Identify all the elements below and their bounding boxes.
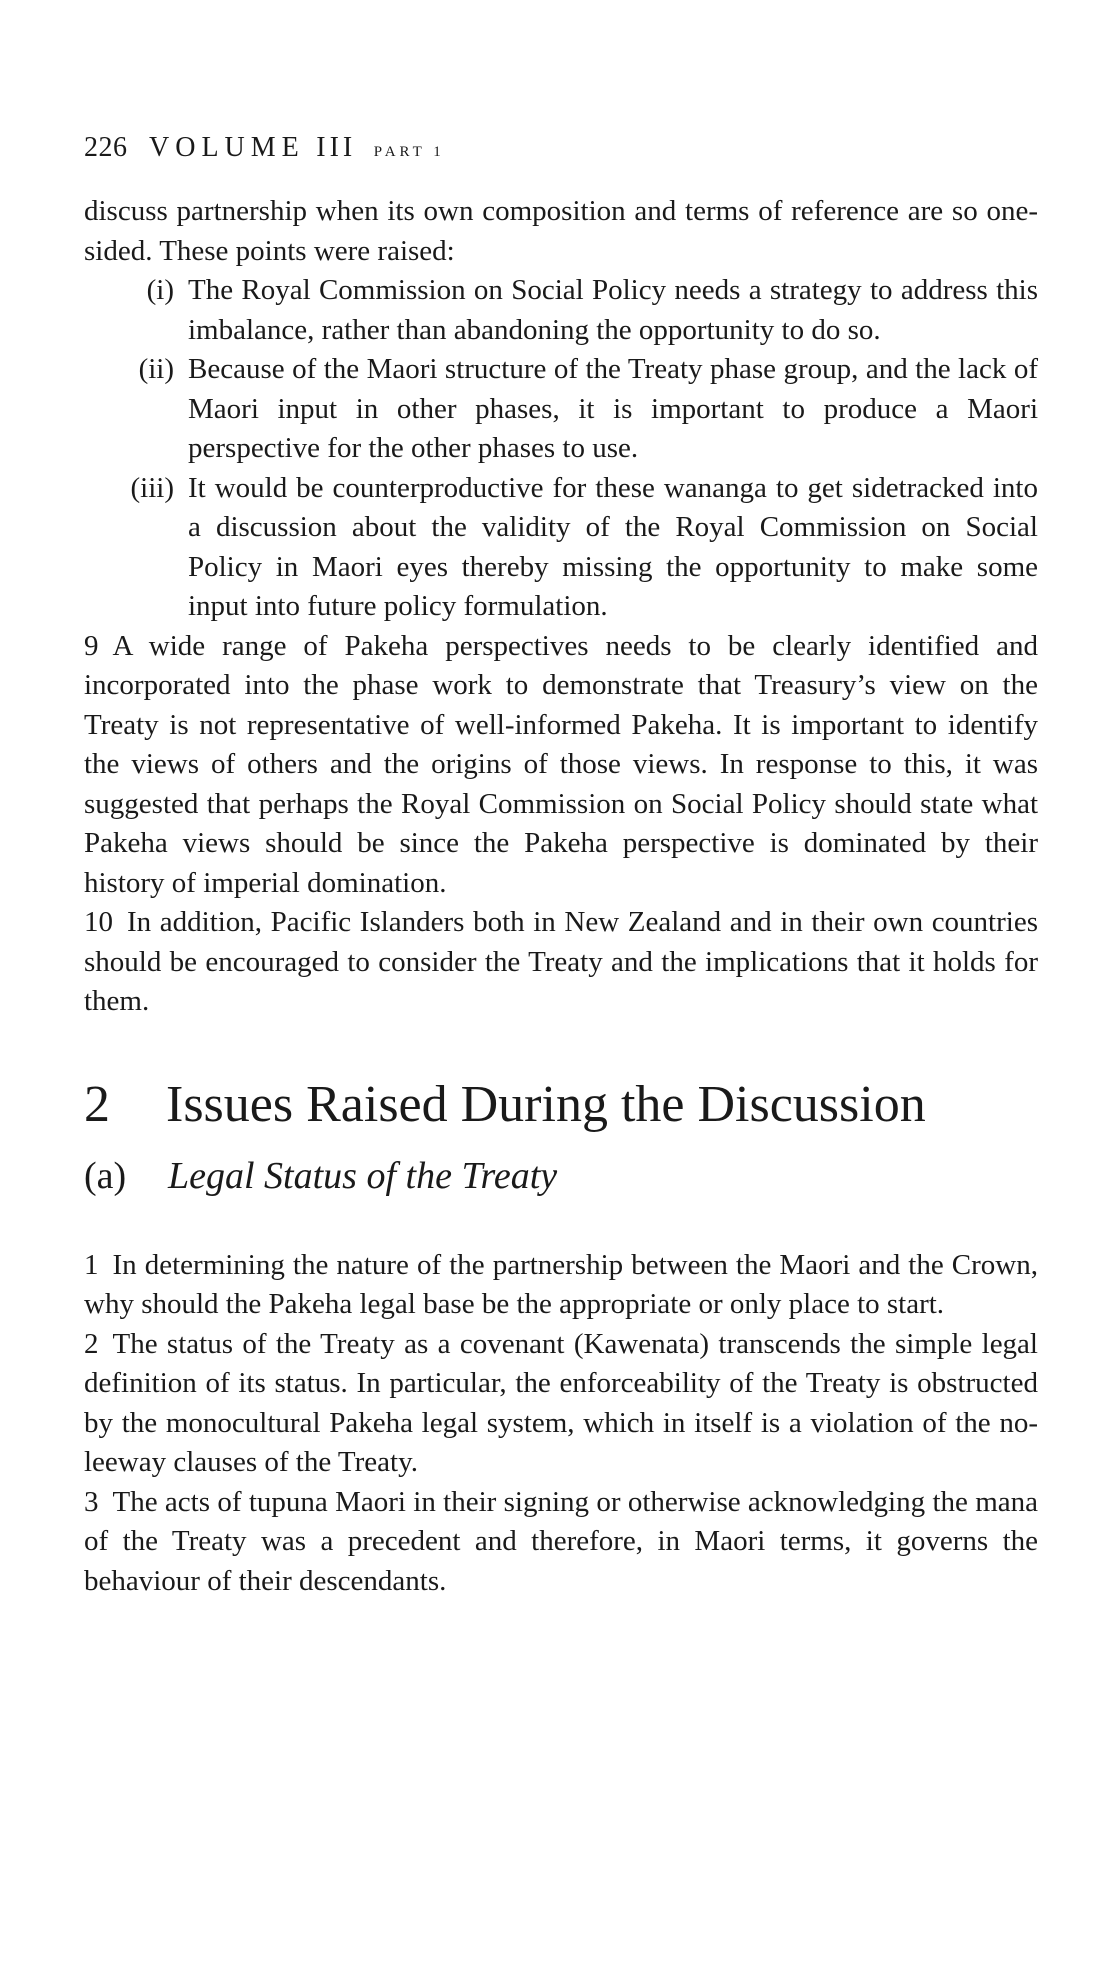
section-title: Issues Raised During the Discussion [166, 1075, 926, 1133]
paragraph-number: 9 [84, 629, 99, 662]
page-number: 226 [84, 132, 128, 163]
list-item-label: (iii) [130, 471, 174, 504]
intro-paragraph: discuss partnership when its own composition and terms of reference are so one-sided. These points were raised: [84, 195, 1038, 267]
paragraph-text: The status of the Treaty as a covenant (Kawenata) transcends the simple legal definition of its status. In particular, the enforceability of the Treaty is obstructed by the monocultural Pakeha legal system, which in itself is a violation of the no-leeway clauses of the Treaty. [84, 1327, 1038, 1478]
paragraph-text: In determining the nature of the partnership between the Maori and the Crown, why should the Pakeha legal base be the appropriate or only place to start. [84, 1248, 1038, 1320]
list-item [84, 350, 1038, 469]
list-item-text: The Royal Commission on Social Policy needs a strategy to address this imbalance, rather than abandoning the opportunity to do so. [188, 274, 1038, 346]
numbered-paragraph [84, 1325, 1038, 1483]
subsection-heading [84, 1146, 1038, 1206]
numbered-paragraph [84, 1246, 1038, 1325]
running-head [84, 128, 1038, 172]
list-item-label: (i) [146, 274, 174, 306]
list-item [84, 469, 1038, 627]
paragraph-number: 1 [84, 1248, 99, 1281]
volume-number: III [316, 132, 357, 163]
volume-label: VOLUME [149, 132, 305, 163]
section-number: 2 [84, 1075, 110, 1133]
paragraph-number: 10 [84, 906, 113, 938]
paragraph-text: In addition, Pacific Islanders both in New Zealand and in their own countries should be encouraged to consider the Treaty and the implications that it holds for them. [84, 906, 1038, 1017]
numbered-paragraph [84, 903, 1038, 1022]
list-item-label: (ii) [138, 353, 174, 385]
document-page [84, 128, 1038, 1601]
list-item-text: It would be counterproductive for these wananga to get sidetracked into a discussion about the validity of the Royal Commission on Social Policy in Maori eyes thereby missing the opportunity to make some input into future policy formulation. [188, 471, 1038, 622]
list-item [84, 271, 1038, 350]
numbered-paragraph [84, 1483, 1038, 1602]
part-label: PART 1 [373, 144, 445, 160]
subsection-title: Legal Status of the Treaty [168, 1154, 558, 1197]
paragraph-text: The acts of tupuna Maori in their signing or otherwise acknowledging the mana of the Treaty was a precedent and therefore, in Maori terms, it governs the behaviour of their descendants. [84, 1485, 1038, 1597]
numbered-paragraph [84, 627, 1038, 904]
subsection-label: (a) [84, 1154, 127, 1197]
paragraph-text: A wide range of Pakeha perspectives needs to be clearly identified and incorporated into the phase work to demonstrate that Treasury’s view on the Treaty is not representative of well-informed Pakeha. It is important to identify the views of others and the origins of those views. In response to this, it was suggested that perhaps the Royal Commission on Social Policy should state what Pakeha views should be since the Pakeha perspective is dominated by their history of imperial domination. [84, 629, 1038, 899]
paragraph-number: 3 [84, 1485, 99, 1518]
paragraph-number: 2 [84, 1327, 99, 1360]
section-heading [84, 1070, 1038, 1140]
list-item-text: Because of the Maori structure of the Treaty phase group, and the lack of Maori input in other phases, it is important to produce a Maori perspective for the other phases to use. [188, 353, 1038, 464]
